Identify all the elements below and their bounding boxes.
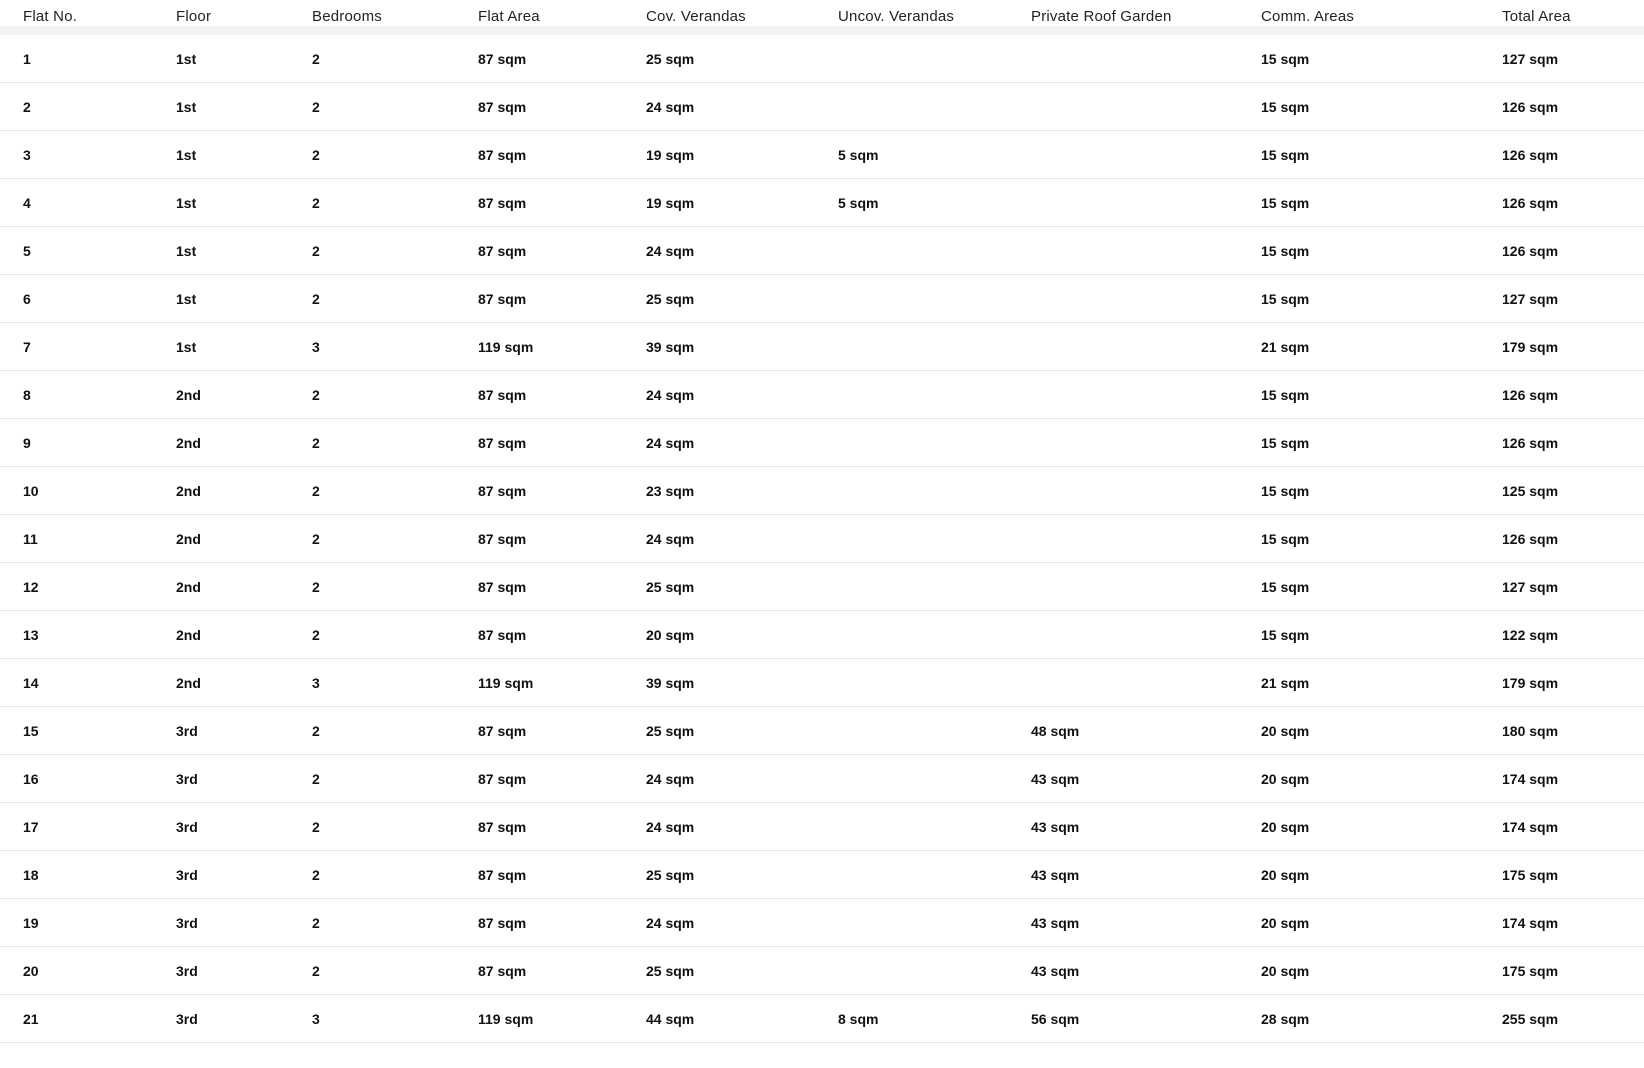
- table-row[interactable]: [0, 563, 1644, 611]
- cell-comm-areas: 28 sqm: [1261, 1010, 1310, 1027]
- cell-bedrooms: 2: [312, 962, 320, 979]
- cell-bedrooms: 2: [312, 914, 320, 931]
- table-row[interactable]: [0, 275, 1644, 323]
- header-uncov-verandas[interactable]: Uncov. Verandas: [838, 8, 955, 25]
- cell-total-area: 127 sqm: [1502, 578, 1559, 595]
- cell-cov-verandas: 20 sqm: [646, 626, 695, 643]
- table-row[interactable]: [0, 419, 1644, 467]
- cell-bedrooms: 2: [312, 722, 320, 739]
- cell-flat-no: 6: [23, 290, 31, 307]
- table-row[interactable]: [0, 899, 1644, 947]
- cell-floor: 1st: [176, 194, 197, 211]
- cell-bedrooms: 2: [312, 242, 320, 259]
- table-row[interactable]: [0, 371, 1644, 419]
- cell-flat-no: 19: [23, 914, 39, 931]
- cell-cov-verandas: 19 sqm: [646, 194, 695, 211]
- cell-floor: 1st: [176, 50, 197, 67]
- cell-flat-area: 87 sqm: [478, 98, 527, 115]
- cell-total-area: 174 sqm: [1502, 818, 1559, 835]
- cell-cov-verandas: 39 sqm: [646, 674, 695, 691]
- cell-flat-area: 87 sqm: [478, 962, 527, 979]
- table-row[interactable]: [0, 131, 1644, 179]
- cell-cov-verandas: 24 sqm: [646, 386, 695, 403]
- table-row[interactable]: [0, 611, 1644, 659]
- cell-total-area: 179 sqm: [1502, 338, 1559, 355]
- cell-bedrooms: 2: [312, 482, 320, 499]
- header-private-roof-garden[interactable]: Private Roof Garden: [1031, 8, 1172, 25]
- cell-floor: 3rd: [176, 722, 198, 739]
- table-row[interactable]: [0, 35, 1644, 83]
- header-flat-area[interactable]: Flat Area: [478, 8, 540, 25]
- header-comm-areas[interactable]: Comm. Areas: [1261, 8, 1355, 25]
- cell-cov-verandas: 24 sqm: [646, 818, 695, 835]
- cell-floor: 2nd: [176, 482, 201, 499]
- cell-flat-no: 10: [23, 482, 39, 499]
- cell-flat-no: 11: [23, 530, 38, 547]
- cell-cov-verandas: 25 sqm: [646, 578, 695, 595]
- cell-total-area: 126 sqm: [1502, 194, 1559, 211]
- table-row[interactable]: [0, 659, 1644, 707]
- table-row[interactable]: [0, 995, 1644, 1043]
- cell-floor: 1st: [176, 146, 197, 163]
- cell-uncov-verandas: 5 sqm: [838, 194, 879, 211]
- cell-cov-verandas: 25 sqm: [646, 50, 695, 67]
- cell-cov-verandas: 19 sqm: [646, 146, 695, 163]
- cell-flat-area: 87 sqm: [478, 194, 527, 211]
- cell-total-area: 126 sqm: [1502, 434, 1559, 451]
- cell-flat-area: 87 sqm: [478, 434, 527, 451]
- cell-bedrooms: 2: [312, 434, 320, 451]
- cell-private-roof-garden: 43 sqm: [1031, 770, 1080, 787]
- cell-comm-areas: 15 sqm: [1261, 146, 1310, 163]
- cell-bedrooms: 2: [312, 770, 320, 787]
- cell-cov-verandas: 24 sqm: [646, 914, 695, 931]
- cell-floor: 3rd: [176, 770, 198, 787]
- cell-flat-area: 87 sqm: [478, 722, 527, 739]
- cell-comm-areas: 20 sqm: [1261, 962, 1310, 979]
- cell-flat-area: 87 sqm: [478, 626, 527, 643]
- cell-flat-no: 8: [23, 386, 31, 403]
- cell-bedrooms: 2: [312, 530, 320, 547]
- cell-cov-verandas: 24 sqm: [646, 242, 695, 259]
- cell-total-area: 126 sqm: [1502, 242, 1559, 259]
- table-row[interactable]: [0, 179, 1644, 227]
- cell-floor: 2nd: [176, 674, 201, 691]
- cell-bedrooms: 3: [312, 674, 320, 691]
- cell-comm-areas: 15 sqm: [1261, 98, 1310, 115]
- cell-bedrooms: 3: [312, 338, 320, 355]
- cell-total-area: 127 sqm: [1502, 290, 1559, 307]
- cell-cov-verandas: 25 sqm: [646, 722, 695, 739]
- cell-comm-areas: 21 sqm: [1261, 674, 1310, 691]
- cell-bedrooms: 3: [312, 1010, 320, 1027]
- cell-flat-no: 1: [23, 50, 31, 67]
- cell-floor: 3rd: [176, 914, 198, 931]
- cell-cov-verandas: 23 sqm: [646, 482, 695, 499]
- table-row[interactable]: [0, 83, 1644, 131]
- cell-floor: 2nd: [176, 530, 201, 547]
- cell-comm-areas: 15 sqm: [1261, 482, 1310, 499]
- cell-flat-area: 87 sqm: [478, 290, 527, 307]
- table-row[interactable]: [0, 515, 1644, 563]
- cell-flat-no: 2: [23, 98, 31, 115]
- cell-total-area: 179 sqm: [1502, 674, 1559, 691]
- cell-floor: 2nd: [176, 626, 201, 643]
- cell-flat-area: 87 sqm: [478, 146, 527, 163]
- cell-flat-area: 87 sqm: [478, 482, 527, 499]
- table-row[interactable]: [0, 227, 1644, 275]
- cell-flat-no: 17: [23, 818, 39, 835]
- cell-total-area: 126 sqm: [1502, 386, 1559, 403]
- cell-flat-area: 87 sqm: [478, 386, 527, 403]
- cell-cov-verandas: 25 sqm: [646, 290, 695, 307]
- cell-floor: 1st: [176, 290, 197, 307]
- cell-comm-areas: 21 sqm: [1261, 338, 1310, 355]
- cell-total-area: 122 sqm: [1502, 626, 1559, 643]
- cell-bedrooms: 2: [312, 290, 320, 307]
- cell-private-roof-garden: 48 sqm: [1031, 722, 1080, 739]
- cell-bedrooms: 2: [312, 146, 320, 163]
- cell-total-area: 180 sqm: [1502, 722, 1559, 739]
- cell-flat-no: 13: [23, 626, 39, 643]
- cell-floor: 3rd: [176, 866, 198, 883]
- table-row[interactable]: [0, 323, 1644, 371]
- cell-comm-areas: 15 sqm: [1261, 194, 1310, 211]
- cell-cov-verandas: 39 sqm: [646, 338, 695, 355]
- table-row[interactable]: [0, 467, 1644, 515]
- table-row[interactable]: [0, 947, 1644, 995]
- cell-comm-areas: 15 sqm: [1261, 386, 1310, 403]
- table-body: [0, 35, 1644, 1043]
- cell-total-area: 126 sqm: [1502, 146, 1559, 163]
- cell-flat-no: 16: [23, 770, 39, 787]
- cell-floor: 3rd: [176, 962, 198, 979]
- cell-floor: 2nd: [176, 386, 201, 403]
- cell-flat-no: 4: [23, 194, 31, 211]
- cell-comm-areas: 20 sqm: [1261, 914, 1310, 931]
- cell-floor: 2nd: [176, 434, 201, 451]
- cell-comm-areas: 15 sqm: [1261, 50, 1310, 67]
- cell-cov-verandas: 24 sqm: [646, 434, 695, 451]
- cell-total-area: 174 sqm: [1502, 914, 1559, 931]
- cell-flat-area: 119 sqm: [478, 1010, 534, 1027]
- cell-comm-areas: 20 sqm: [1261, 770, 1310, 787]
- cell-uncov-verandas: 5 sqm: [838, 146, 879, 163]
- cell-flat-no: 5: [23, 242, 31, 259]
- cell-private-roof-garden: 56 sqm: [1031, 1010, 1080, 1027]
- cell-total-area: 255 sqm: [1502, 1010, 1559, 1027]
- cell-floor: 2nd: [176, 578, 201, 595]
- cell-flat-no: 12: [23, 578, 39, 595]
- cell-flat-area: 87 sqm: [478, 914, 527, 931]
- header-cov-verandas[interactable]: Cov. Verandas: [646, 8, 746, 25]
- header-floor[interactable]: Floor: [176, 8, 212, 25]
- cell-total-area: 126 sqm: [1502, 98, 1559, 115]
- table-header: [0, 0, 1644, 35]
- cell-flat-no: 14: [23, 674, 39, 691]
- cell-comm-areas: 15 sqm: [1261, 434, 1310, 451]
- cell-flat-no: 18: [23, 866, 39, 883]
- cell-floor: 1st: [176, 338, 197, 355]
- cell-private-roof-garden: 43 sqm: [1031, 914, 1080, 931]
- cell-flat-no: 21: [23, 1010, 39, 1027]
- table-row[interactable]: [0, 707, 1644, 755]
- cell-bedrooms: 2: [312, 194, 320, 211]
- cell-total-area: 126 sqm: [1502, 530, 1559, 547]
- cell-comm-areas: 15 sqm: [1261, 290, 1310, 307]
- cell-flat-area: 87 sqm: [478, 866, 527, 883]
- cell-total-area: 175 sqm: [1502, 866, 1559, 883]
- cell-floor: 1st: [176, 242, 197, 259]
- cell-floor: 3rd: [176, 1010, 198, 1027]
- cell-flat-no: 7: [23, 338, 31, 355]
- cell-total-area: 175 sqm: [1502, 962, 1559, 979]
- table-row[interactable]: [0, 851, 1644, 899]
- cell-cov-verandas: 24 sqm: [646, 98, 695, 115]
- cell-bedrooms: 2: [312, 626, 320, 643]
- cell-cov-verandas: 44 sqm: [646, 1010, 695, 1027]
- cell-bedrooms: 2: [312, 386, 320, 403]
- cell-flat-area: 87 sqm: [478, 770, 527, 787]
- cell-bedrooms: 2: [312, 818, 320, 835]
- cell-flat-no: 15: [23, 722, 39, 739]
- cell-total-area: 125 sqm: [1502, 482, 1559, 499]
- cell-cov-verandas: 25 sqm: [646, 962, 695, 979]
- cell-total-area: 174 sqm: [1502, 770, 1559, 787]
- cell-uncov-verandas: 8 sqm: [838, 1010, 879, 1027]
- cell-private-roof-garden: 43 sqm: [1031, 962, 1080, 979]
- cell-private-roof-garden: 43 sqm: [1031, 866, 1080, 883]
- header-total-area[interactable]: Total Area: [1502, 8, 1571, 25]
- cell-comm-areas: 15 sqm: [1261, 626, 1310, 643]
- cell-flat-area: 87 sqm: [478, 50, 527, 67]
- cell-floor: 3rd: [176, 818, 198, 835]
- cell-cov-verandas: 24 sqm: [646, 770, 695, 787]
- cell-private-roof-garden: 43 sqm: [1031, 818, 1080, 835]
- cell-flat-area: 119 sqm: [478, 674, 534, 691]
- cell-bedrooms: 2: [312, 866, 320, 883]
- cell-comm-areas: 20 sqm: [1261, 818, 1310, 835]
- cell-flat-no: 20: [23, 962, 39, 979]
- cell-bedrooms: 2: [312, 50, 320, 67]
- header-flat-no[interactable]: Flat No.: [23, 8, 78, 25]
- cell-comm-areas: 15 sqm: [1261, 578, 1310, 595]
- cell-bedrooms: 2: [312, 98, 320, 115]
- cell-flat-area: 87 sqm: [478, 530, 527, 547]
- cell-bedrooms: 2: [312, 578, 320, 595]
- cell-flat-area: 87 sqm: [478, 818, 527, 835]
- header-bedrooms[interactable]: Bedrooms: [312, 8, 382, 25]
- table-row[interactable]: [0, 755, 1644, 803]
- cell-flat-no: 3: [23, 146, 31, 163]
- cell-total-area: 127 sqm: [1502, 50, 1559, 67]
- cell-cov-verandas: 25 sqm: [646, 866, 695, 883]
- cell-flat-no: 9: [23, 434, 31, 451]
- cell-flat-area: 87 sqm: [478, 578, 527, 595]
- cell-comm-areas: 20 sqm: [1261, 866, 1310, 883]
- cell-cov-verandas: 24 sqm: [646, 530, 695, 547]
- cell-flat-area: 119 sqm: [478, 338, 534, 355]
- table-row[interactable]: [0, 803, 1644, 851]
- cell-flat-area: 87 sqm: [478, 242, 527, 259]
- cell-comm-areas: 15 sqm: [1261, 530, 1310, 547]
- cell-floor: 1st: [176, 98, 197, 115]
- cell-comm-areas: 20 sqm: [1261, 722, 1310, 739]
- cell-comm-areas: 15 sqm: [1261, 242, 1310, 259]
